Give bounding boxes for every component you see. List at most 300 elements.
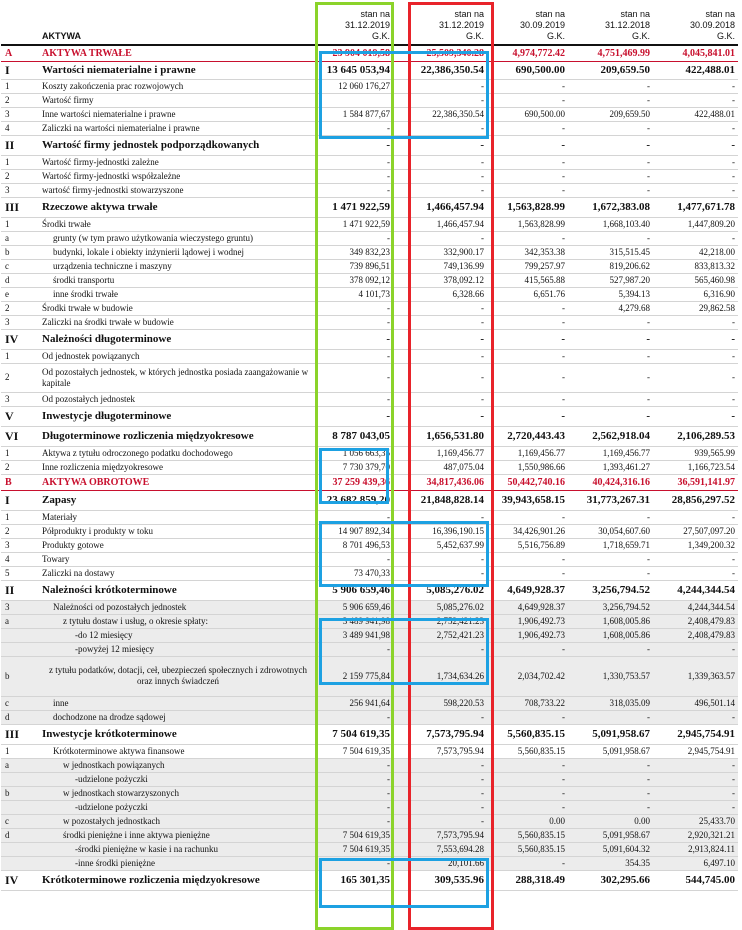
row-number: 1 — [1, 349, 39, 363]
table-row — [1, 155, 738, 169]
row-value: 1,447,809.20 — [653, 217, 738, 231]
row-number: 3 — [1, 183, 39, 197]
row-value: - — [653, 155, 738, 169]
row-label: Inwestycje długoterminowe — [39, 406, 317, 426]
header-line: G.K. — [716, 31, 735, 41]
row-number: 3 — [1, 107, 39, 121]
row-value: 256 941,64 — [317, 696, 393, 710]
row-number: I — [1, 61, 39, 79]
row-value: 30,054,607.60 — [568, 524, 653, 538]
row-number: III — [1, 724, 39, 744]
row-number: 2 — [1, 169, 39, 183]
header-column — [393, 0, 487, 45]
row-value: 23 682 859,20 — [317, 490, 393, 510]
row-value: 2,408,479.83 — [653, 614, 738, 628]
row-value: - — [653, 406, 738, 426]
row-number: 4 — [1, 121, 39, 135]
table-row — [1, 460, 738, 474]
row-value: 21,848,828.14 — [393, 490, 487, 510]
row-value: 34,817,436.06 — [393, 474, 487, 490]
row-value: 7 504 619,35 — [317, 842, 393, 856]
row-label: -inne środki pieniężne — [39, 856, 317, 870]
row-value: 302,295.66 — [568, 870, 653, 890]
row-value: - — [487, 121, 568, 135]
row-number: 1 — [1, 79, 39, 93]
row-value: 8 787 043,05 — [317, 426, 393, 446]
row-label: Należności od pozostałych jednostek — [39, 600, 317, 614]
row-label: Środki trwałe — [39, 217, 317, 231]
table-row — [1, 287, 738, 301]
row-value: 1,166,723.54 — [653, 460, 738, 474]
table-row — [1, 135, 738, 155]
row-value: - — [487, 552, 568, 566]
row-value: 39,943,658.15 — [487, 490, 568, 510]
row-value: - — [568, 800, 653, 814]
row-value: - — [317, 814, 393, 828]
row-value: 5,560,835.15 — [487, 828, 568, 842]
row-number: 2 — [1, 301, 39, 315]
row-value: - — [317, 349, 393, 363]
row-value: - — [317, 231, 393, 245]
row-value: 1,169,456.77 — [568, 446, 653, 460]
row-value: 1 584 877,67 — [317, 107, 393, 121]
table-row — [1, 121, 738, 135]
table-row — [1, 301, 738, 315]
table-row — [1, 870, 738, 890]
row-value: - — [393, 758, 487, 772]
table-row — [1, 217, 738, 231]
row-value: 7,573,795.94 — [393, 828, 487, 842]
row-value: 165 301,35 — [317, 870, 393, 890]
row-value: - — [653, 121, 738, 135]
row-value: - — [487, 93, 568, 107]
row-value: 1,349,200.32 — [653, 538, 738, 552]
row-value: - — [393, 392, 487, 406]
table-row — [1, 744, 738, 758]
row-value: - — [393, 552, 487, 566]
row-label: w jednostkach stowarzyszonych — [39, 786, 317, 800]
row-value: 3 489 941,98 — [317, 614, 393, 628]
row-value: 5,091,958.67 — [568, 828, 653, 842]
row-value: - — [568, 510, 653, 524]
row-value: 1,668,103.40 — [568, 217, 653, 231]
row-value: 29,862.58 — [653, 301, 738, 315]
row-value: - — [393, 93, 487, 107]
row-value: - — [568, 183, 653, 197]
row-value: 1,734,634.26 — [393, 656, 487, 696]
table-row — [1, 656, 738, 696]
row-value: 27,507,097.20 — [653, 524, 738, 538]
row-number: c — [1, 259, 39, 273]
row-value: - — [653, 642, 738, 656]
row-value: 1,656,531.80 — [393, 426, 487, 446]
row-value: - — [317, 856, 393, 870]
row-value: 2,913,824.11 — [653, 842, 738, 856]
row-number: d — [1, 828, 39, 842]
row-value: - — [393, 510, 487, 524]
row-label: Krótkoterminowe aktywa finansowe — [39, 744, 317, 758]
row-value: 28,856,297.52 — [653, 490, 738, 510]
row-value: 332,900.17 — [393, 245, 487, 259]
row-value: - — [317, 121, 393, 135]
row-value: - — [568, 552, 653, 566]
row-value: - — [393, 329, 487, 349]
row-value: 1,608,005.86 — [568, 628, 653, 642]
row-label: Zapasy — [39, 490, 317, 510]
row-value: - — [317, 800, 393, 814]
row-value: 5,085,276.02 — [393, 580, 487, 600]
row-value: - — [393, 363, 487, 392]
table-row — [1, 856, 738, 870]
header-blank — [1, 0, 39, 45]
row-value: - — [393, 710, 487, 724]
row-number: 1 — [1, 446, 39, 460]
row-value: - — [487, 856, 568, 870]
row-value: - — [653, 772, 738, 786]
row-value: - — [653, 392, 738, 406]
row-value: 288,318.49 — [487, 870, 568, 890]
row-value: - — [568, 392, 653, 406]
row-value: - — [393, 566, 487, 580]
table-row — [1, 406, 738, 426]
row-value: 5,091,958.67 — [568, 724, 653, 744]
row-value: - — [317, 183, 393, 197]
row-label: Wartości niematerialne i prawne — [39, 61, 317, 79]
row-label: z tytułu dostaw i usług, o okresie spłaty: — [39, 614, 317, 628]
row-number: c — [1, 814, 39, 828]
row-label: Koszty zakończenia prac rozwojowych — [39, 79, 317, 93]
row-value: 598,220.53 — [393, 696, 487, 710]
table-row — [1, 349, 738, 363]
row-value: 1,330,753.57 — [568, 656, 653, 696]
row-label: Materiały — [39, 510, 317, 524]
row-value: - — [487, 183, 568, 197]
row-value: 1,718,659.71 — [568, 538, 653, 552]
row-number: 3 — [1, 538, 39, 552]
row-label: Zaliczki na środki trwałe w budowie — [39, 315, 317, 329]
row-value: - — [653, 552, 738, 566]
row-number: d — [1, 273, 39, 287]
table-row — [1, 628, 738, 642]
row-value: 708,733.22 — [487, 696, 568, 710]
row-value: 7 504 619,35 — [317, 744, 393, 758]
row-number: A — [1, 45, 39, 61]
row-value: - — [393, 135, 487, 155]
table-row — [1, 696, 738, 710]
row-value: - — [568, 642, 653, 656]
row-value: 487,075.04 — [393, 460, 487, 474]
row-value: 2 159 775,84 — [317, 656, 393, 696]
row-number: 1 — [1, 155, 39, 169]
row-number: e — [1, 287, 39, 301]
table-row — [1, 772, 738, 786]
row-value: - — [568, 121, 653, 135]
row-value: 5,560,835.15 — [487, 724, 568, 744]
header-line: 30.09.2019 — [519, 20, 565, 30]
table-row — [1, 800, 738, 814]
table-row — [1, 79, 738, 93]
row-value: - — [487, 772, 568, 786]
header-line: stan na — [620, 9, 650, 19]
row-value: - — [487, 710, 568, 724]
row-value: 1,906,492.73 — [487, 628, 568, 642]
row-value: 23 904 019,58 — [317, 45, 393, 61]
row-label: inne — [39, 696, 317, 710]
row-value: 1,550,986.66 — [487, 460, 568, 474]
row-value: - — [487, 231, 568, 245]
row-value: - — [568, 758, 653, 772]
row-value: - — [653, 363, 738, 392]
row-value: 2,920,321.21 — [653, 828, 738, 842]
row-value: 22,386,350.54 — [393, 107, 487, 121]
row-value: - — [653, 710, 738, 724]
row-value: - — [393, 301, 487, 315]
table-row — [1, 107, 738, 121]
row-value: 5,560,835.15 — [487, 744, 568, 758]
row-value: 309,535.96 — [393, 870, 487, 890]
row-value: - — [317, 155, 393, 169]
row-number: 2 — [1, 524, 39, 538]
header-line: 31.12.2018 — [604, 20, 650, 30]
row-value: 40,424,316.16 — [568, 474, 653, 490]
row-value: - — [317, 406, 393, 426]
row-value: 565,460.98 — [653, 273, 738, 287]
row-value: 50,442,740.16 — [487, 474, 568, 490]
table-row — [1, 490, 738, 510]
row-label: inne środki trwałe — [39, 287, 317, 301]
header-column — [487, 0, 568, 45]
row-value: 4,974,772.42 — [487, 45, 568, 61]
row-label: środki pieniężne i inne aktywa pieniężne — [39, 828, 317, 842]
row-value: 1,672,383.08 — [568, 197, 653, 217]
row-value: 0.00 — [568, 814, 653, 828]
table-row — [1, 183, 738, 197]
row-value: - — [317, 169, 393, 183]
row-value: - — [653, 135, 738, 155]
row-value: 14 907 892,34 — [317, 524, 393, 538]
table-row — [1, 510, 738, 524]
table-row — [1, 245, 738, 259]
row-value: 5,091,604.32 — [568, 842, 653, 856]
row-number: a — [1, 231, 39, 245]
row-value: - — [487, 349, 568, 363]
header-line: G.K. — [465, 31, 484, 41]
row-value: 799,257.97 — [487, 259, 568, 273]
row-label: Inne wartości niematerialne i prawne — [39, 107, 317, 121]
row-value: 378,092.12 — [393, 273, 487, 287]
row-label: Od pozostałych jednostek, w których jednostka posiada zaangażowanie w kapitale — [39, 363, 317, 392]
row-value: 342,353.38 — [487, 245, 568, 259]
row-value: 3,256,794.52 — [568, 600, 653, 614]
row-value: - — [393, 800, 487, 814]
row-value: 1,563,828.99 — [487, 217, 568, 231]
row-value: 12 060 176,27 — [317, 79, 393, 93]
row-value: - — [653, 79, 738, 93]
table-row — [1, 524, 738, 538]
row-value: 1,608,005.86 — [568, 614, 653, 628]
row-value: 939,565.99 — [653, 446, 738, 460]
row-number: 1 — [1, 510, 39, 524]
row-value: 1 471 922,59 — [317, 197, 393, 217]
row-value: 0.00 — [487, 814, 568, 828]
row-value: 7 504 619,35 — [317, 724, 393, 744]
row-value: 1,393,461.27 — [568, 460, 653, 474]
row-number: IV — [1, 870, 39, 890]
row-value: 209,659.50 — [568, 61, 653, 79]
row-value: - — [568, 315, 653, 329]
row-value: - — [393, 406, 487, 426]
row-label: w jednostkach powiązanych — [39, 758, 317, 772]
row-value: 739 896,51 — [317, 259, 393, 273]
table-row — [1, 642, 738, 656]
row-value: - — [487, 392, 568, 406]
row-value: 5,516,756.89 — [487, 538, 568, 552]
table-row — [1, 842, 738, 856]
row-number: I — [1, 490, 39, 510]
row-value: 5 906 659,46 — [317, 600, 393, 614]
row-value: 42,218.00 — [653, 245, 738, 259]
table-row — [1, 814, 738, 828]
row-value: - — [568, 155, 653, 169]
row-label: w pozostałych jednostkach — [39, 814, 317, 828]
row-value: - — [653, 510, 738, 524]
row-value: - — [487, 301, 568, 315]
row-value: - — [653, 169, 738, 183]
row-number: 1 — [1, 217, 39, 231]
row-value: 354.35 — [568, 856, 653, 870]
table-row — [1, 786, 738, 800]
row-label: AKTYWA TRWAŁE — [39, 45, 317, 61]
row-label: Inne rozliczenia międzyokresowe — [39, 460, 317, 474]
row-value: 1,339,363.57 — [653, 656, 738, 696]
row-value: 315,515.45 — [568, 245, 653, 259]
row-number — [1, 628, 39, 642]
row-label: AKTYWA OBROTOWE — [39, 474, 317, 490]
table-row — [1, 61, 738, 79]
row-value: - — [568, 772, 653, 786]
table-row — [1, 45, 738, 61]
row-value: - — [568, 79, 653, 93]
row-number: III — [1, 197, 39, 217]
row-value: 36,591,141.97 — [653, 474, 738, 490]
row-value: 422,488.01 — [653, 61, 738, 79]
row-label: budynki, lokale i obiekty inżynierii lądowej i wodnej — [39, 245, 317, 259]
row-value: - — [393, 349, 487, 363]
table-row — [1, 538, 738, 552]
row-value — [317, 93, 393, 107]
row-number: 2 — [1, 93, 39, 107]
row-value: 6,651.76 — [487, 287, 568, 301]
row-label: -udzielone pożyczki — [39, 800, 317, 814]
row-value: - — [393, 772, 487, 786]
row-value: - — [568, 786, 653, 800]
table-row — [1, 474, 738, 490]
table-row — [1, 197, 738, 217]
row-label: Długoterminowe rozliczenia międzyokresowe — [39, 426, 317, 446]
row-label: Produkty gotowe — [39, 538, 317, 552]
row-value: 3,256,794.52 — [568, 580, 653, 600]
row-value: - — [393, 786, 487, 800]
table-row — [1, 363, 738, 392]
row-value: - — [568, 135, 653, 155]
row-value: - — [653, 183, 738, 197]
row-value: 7,573,795.94 — [393, 724, 487, 744]
row-value: - — [393, 315, 487, 329]
row-value: - — [568, 349, 653, 363]
row-value: - — [317, 786, 393, 800]
row-value: 422,488.01 — [653, 107, 738, 121]
row-label: Należności krótkoterminowe — [39, 580, 317, 600]
header-row — [1, 0, 738, 45]
row-value: - — [393, 155, 487, 169]
header-label: AKTYWA — [39, 0, 317, 45]
row-value: - — [487, 406, 568, 426]
row-label: Wartość firmy-jednostki zależne — [39, 155, 317, 169]
row-value: 6,328.66 — [393, 287, 487, 301]
row-label: Inwestycje krótkoterminowe — [39, 724, 317, 744]
table-row — [1, 758, 738, 772]
table-row — [1, 169, 738, 183]
row-value: - — [653, 93, 738, 107]
row-value: - — [487, 135, 568, 155]
row-label: Od jednostek powiązanych — [39, 349, 317, 363]
row-number: 2 — [1, 363, 39, 392]
row-number: b — [1, 245, 39, 259]
row-value: 690,500.00 — [487, 61, 568, 79]
row-label: z tytułu podatków, dotacji, ceł, ubezpieczeń społecznych i zdrowotnych oraz innych świadczeń — [39, 656, 317, 696]
row-value: - — [317, 758, 393, 772]
table-row — [1, 566, 738, 580]
row-value: 37 259 439,36 — [317, 474, 393, 490]
table-row — [1, 600, 738, 614]
table-row — [1, 259, 738, 273]
table-row — [1, 710, 738, 724]
row-value: 6,497.10 — [653, 856, 738, 870]
row-label: Zaliczki na wartości niematerialne i prawne — [39, 121, 317, 135]
row-value: - — [317, 315, 393, 329]
row-value: 2,720,443.43 — [487, 426, 568, 446]
row-value: - — [568, 406, 653, 426]
row-value: 34,426,901.26 — [487, 524, 568, 538]
row-value: - — [568, 710, 653, 724]
row-number: d — [1, 710, 39, 724]
row-value: 20,101.66 — [393, 856, 487, 870]
row-value: 527,987.20 — [568, 273, 653, 287]
row-value: - — [653, 786, 738, 800]
row-value: 2,752,421.23 — [393, 614, 487, 628]
row-number — [1, 642, 39, 656]
table-row — [1, 273, 738, 287]
row-value: 7 730 379,70 — [317, 460, 393, 474]
row-label: wartość firmy-jednostki stowarzyszone — [39, 183, 317, 197]
row-value: 1,906,492.73 — [487, 614, 568, 628]
row-value: 4,649,928.37 — [487, 600, 568, 614]
row-number: 3 — [1, 315, 39, 329]
table-row — [1, 580, 738, 600]
row-value: 5,394.13 — [568, 287, 653, 301]
row-value: - — [393, 814, 487, 828]
table-row — [1, 426, 738, 446]
table-row — [1, 828, 738, 842]
row-value: - — [487, 642, 568, 656]
header-line: stan na — [705, 9, 735, 19]
row-value: 5,085,276.02 — [393, 600, 487, 614]
header-column — [653, 0, 738, 45]
row-number: 5 — [1, 566, 39, 580]
row-label: -udzielone pożyczki — [39, 772, 317, 786]
row-value: 4,244,344.54 — [653, 600, 738, 614]
row-value: - — [653, 758, 738, 772]
